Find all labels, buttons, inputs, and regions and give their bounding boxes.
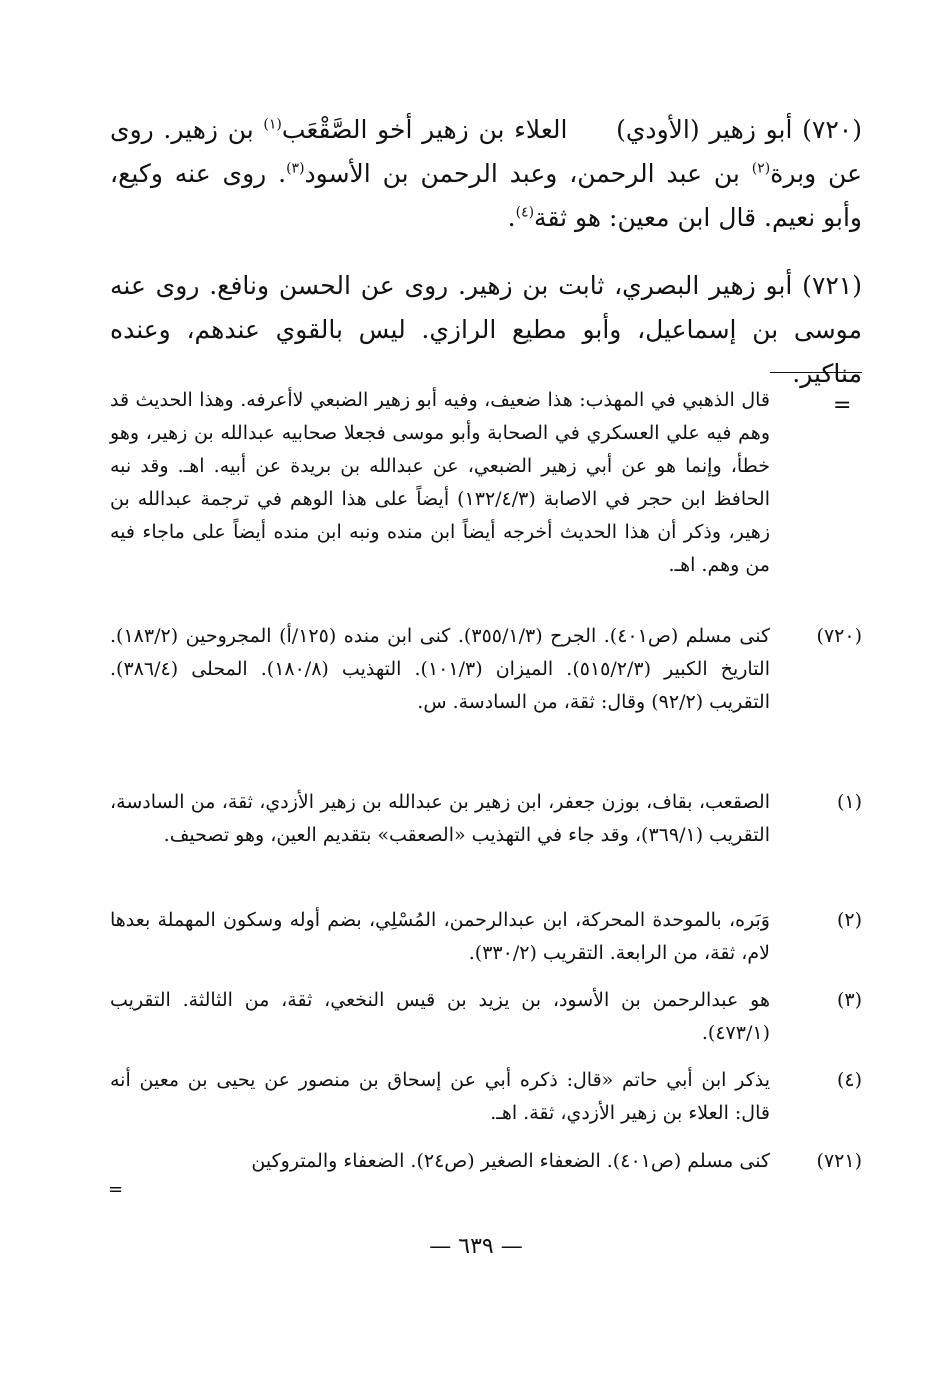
footnote-4 <box>110 1064 862 1130</box>
note-ref-1: (١) <box>263 116 282 133</box>
footnote-text: يذكر ابن أبي حاتم «قال: ذكره أبي عن إسحاق بن منصور عن يحيى بن معين أنه قال: العلاء بن زهير الأزدي، ثقة. اهـ. <box>110 1069 770 1124</box>
entry-720-heading: (٧٢٠) أبو زهير (الأودي) <box>616 115 862 144</box>
entry-720-text-b: بن زهير. روى عن وبرة <box>110 115 863 188</box>
footnote-720 <box>110 620 862 719</box>
footnote-text: وَبَره، بالموحدة المحركة، ابن عبدالرحمن، المُسْلِي، بضم أوله وسكون المهملة بعدها لام، ثقة، من الرابعة. التقريب (٣٣٠/٢). <box>110 909 770 964</box>
footnote-text: هو عبدالرحمن بن الأسود، بن يزيد بن قيس النخعي، ثقة، من الثالثة. التقريب (٤٧٣/١). <box>110 989 770 1044</box>
footnote-divider <box>770 372 862 373</box>
footnote-text: كنى مسلم (ص٤٠١). الجرح (٣٥٥/١/٣). كنى ابن منده (١٢٥/أ) المجروحين (١٨٣/٢). التاريخ الكبير (٥١٥/٢/٣). الميزان (١٠١/٣). التهذيب (١٨٠/٨). المحلى (٣٨٦/٤). التقريب (٩٢/٢) وقال: ثقة، من السادسة. س. <box>110 625 771 713</box>
footnote-continuation-text: قال الذهبي في المهذب: هذا ضعيف، وفيه أبو زهير الضبعي لاأعرفه. وهذا الحديث قد وهم فيه علي العسكري في الصحابة وأبو موسى فجعلا صحابيه عبدالله بن زهير، وهو خطأ، وإنما هو عن أبي زهير الضبعي، عن عبدالله بن بريدة عن أبيه. اهـ. وقد نبه الحافظ ابن حجر في الاصابة (١٣٢/٤/٣) أيضاً على هذا الوهم في ترجمة عبدالله بن زهير، وذكر أن هذا الحديث أخرجه أيضاً ابن منده ونبه ابن منده أيضاً على ماجاء فيه من وهم. اهـ. <box>110 389 770 576</box>
note-ref-4: (٤) <box>515 204 535 221</box>
footnote-721 <box>110 1145 862 1178</box>
footnote-marker: (٧٢٠) <box>816 625 862 647</box>
footnote-continuation <box>110 384 862 582</box>
entry-721 <box>110 264 862 396</box>
entry-720-text-a: العلاء بن زهير أخو الصَّقْعَب <box>281 115 568 144</box>
footnote-marker: (٣) <box>836 989 862 1011</box>
page-number: — ٦٣٩ — <box>429 1234 523 1259</box>
entry-721-text: (٧٢١) أبو زهير البصري، ثابت بن زهير. روى عن الحسن ونافع. روى عنه موسى بن إسماعيل، وأبو مطيع الرازي. ليس بالقوي عندهم، وعنده مناكير. <box>110 271 862 388</box>
footnote-marker: (٢) <box>836 909 862 931</box>
entry-720-text-c: بن عبد الرحمن، وعبد الرحمن بن الأسود <box>304 159 752 188</box>
entry-720-text-e: . <box>507 203 516 232</box>
note-ref-2: (٢) <box>751 160 771 177</box>
footnote-2 <box>110 904 862 970</box>
entry-720 <box>110 108 862 240</box>
continuation-mark: = <box>833 393 852 418</box>
entry-720-text-d: . روى عنه وكيع، وأبو نعيم. قال ابن معين: هو ثقة <box>110 159 862 232</box>
footnote-marker: (١) <box>836 791 862 813</box>
footnote-text: الصقعب، بقاف، بوزن جعفر، ابن زهير بن عبدالله بن زهير الأزدي، ثقة، من السادسة، التقريب (٣٦٩/١)، وقد جاء في التهذيب «الصعقب» بتقديم العين، وهو تصحيف. <box>110 791 770 846</box>
footnote-1 <box>110 786 862 852</box>
note-ref-3: (٣) <box>286 160 305 177</box>
footnote-text: كنى مسلم (ص٤٠١). الضعفاء الصغير (ص٢٤). الضعفاء والمتروكين <box>251 1150 770 1172</box>
footnote-marker: (٤) <box>836 1069 862 1091</box>
continues-mark: = <box>108 1179 124 1200</box>
footnote-3 <box>110 984 862 1050</box>
footnote-marker: (٧٢١) <box>816 1150 862 1172</box>
